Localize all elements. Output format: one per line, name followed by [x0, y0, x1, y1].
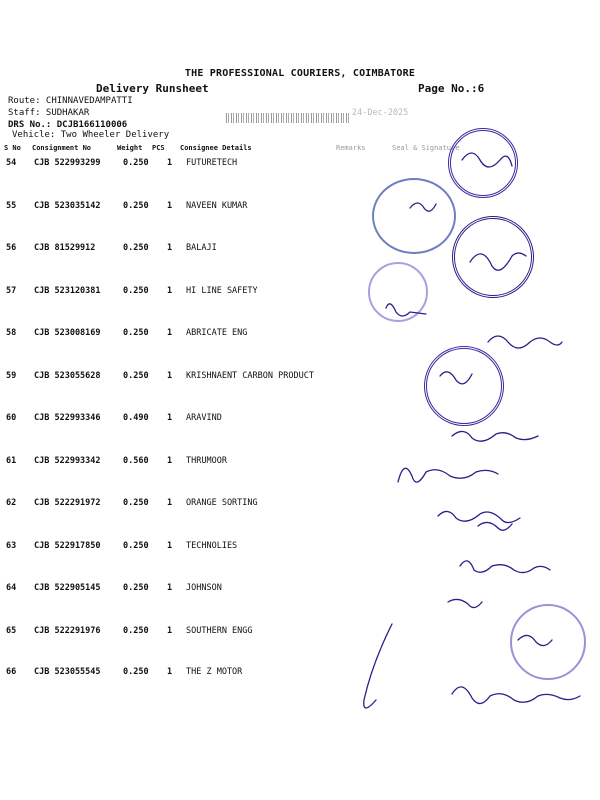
row-consignment: CJB 81529912: [34, 243, 96, 253]
barcode: [226, 113, 350, 123]
row-weight: 0.250: [123, 286, 149, 296]
row-consignee: THE Z MOTOR: [186, 667, 243, 677]
staff-label: Staff: SUDHAKAR: [8, 108, 90, 118]
row-consignee: BALAJI: [186, 243, 217, 253]
company-title: THE PROFESSIONAL COURIERS, COIMBATORE: [184, 68, 416, 79]
millennium-stamp: [452, 216, 534, 298]
table-row: [0, 456, 600, 472]
row-pcs: 1: [167, 158, 173, 168]
row-consignment: CJB 523120381: [34, 286, 101, 296]
row-pcs: 1: [167, 498, 173, 508]
col-pcs: PCS: [152, 144, 165, 152]
row-consignee: FUTURETECH: [186, 158, 238, 168]
page-number: Page No.:6: [418, 82, 485, 95]
row-sno: 66: [6, 667, 17, 677]
row-consignee: ORANGE SORTING: [186, 498, 258, 508]
table-row: [0, 667, 600, 683]
col-consignee: Consignee Details: [180, 144, 252, 152]
col-sno: S No: [4, 144, 21, 152]
table-row: [0, 328, 600, 344]
col-remarks: Remarks: [336, 144, 366, 152]
row-consignment: CJB 522291976: [34, 626, 101, 636]
row-weight: 0.250: [123, 371, 149, 381]
col-consignment: Consignment No: [32, 144, 92, 152]
row-weight: 0.250: [123, 243, 149, 253]
row-pcs: 1: [167, 413, 173, 423]
row-sno: 62: [6, 498, 17, 508]
row-weight: 0.560: [123, 456, 149, 466]
row-consignment: CJB 523055545: [34, 667, 101, 677]
row-pcs: 1: [167, 243, 173, 253]
row-consignee: JOHNSON: [186, 583, 222, 593]
row-consignee: HI LINE SAFETY: [186, 286, 258, 296]
table-row: [0, 201, 600, 217]
row-sno: 60: [6, 413, 17, 423]
row-sno: 59: [6, 371, 17, 381]
row-consignee: NAVEEN KUMAR: [186, 201, 248, 211]
col-weight: Weight: [117, 144, 143, 152]
row-consignment: CJB 522905145: [34, 583, 101, 593]
row-pcs: 1: [167, 371, 173, 381]
row-consignment: CJB 522993346: [34, 413, 101, 423]
row-sno: 64: [6, 583, 17, 593]
table-row: [0, 371, 600, 387]
row-sno: 56: [6, 243, 17, 253]
table-row: [0, 583, 600, 599]
row-sno: 58: [6, 328, 17, 338]
row-consignment: CJB 523035142: [34, 201, 101, 211]
row-consignee: SOUTHERN ENGG: [186, 626, 253, 636]
row-pcs: 1: [167, 286, 173, 296]
row-pcs: 1: [167, 667, 173, 677]
drs-number: DRS No.: DCJB166110006: [8, 120, 128, 130]
row-pcs: 1: [167, 626, 173, 636]
row-consignee: ABRICATE ENG: [186, 328, 248, 338]
hi-line-stamp: [368, 262, 428, 322]
row-consignee: ARAVIND: [186, 413, 222, 423]
table-row: [0, 413, 600, 429]
row-weight: 0.250: [123, 498, 149, 508]
row-sno: 54: [6, 158, 17, 168]
row-consignment: CJB 522993299: [34, 158, 101, 168]
krishnaent-stamp: [424, 346, 504, 426]
southern-engg-stamp: [510, 604, 586, 680]
gel-pumps-stamp: [372, 178, 456, 254]
row-sno: 57: [6, 286, 17, 296]
row-sno: 61: [6, 456, 17, 466]
row-pcs: 1: [167, 201, 173, 211]
row-consignee: TECHNOLIES: [186, 541, 238, 551]
row-sno: 63: [6, 541, 17, 551]
document-title: Delivery Runsheet: [96, 82, 209, 95]
vehicle-label: Vehicle: Two Wheeler Delivery: [12, 130, 170, 140]
row-pcs: 1: [167, 456, 173, 466]
row-weight: 0.250: [123, 667, 149, 677]
row-consignment: CJB 523055628: [34, 371, 101, 381]
col-seal-signature: Seal & Signature: [392, 144, 460, 152]
row-weight: 0.250: [123, 201, 149, 211]
row-pcs: 1: [167, 328, 173, 338]
futuretech-stamp: [448, 128, 518, 198]
row-consignment: CJB 522291972: [34, 498, 101, 508]
row-consignee: THRUMOOR: [186, 456, 227, 466]
table-row: [0, 498, 600, 514]
row-pcs: 1: [167, 583, 173, 593]
row-weight: 0.250: [123, 158, 149, 168]
runsheet-date: 24-Dec-2025: [352, 108, 409, 118]
row-sno: 55: [6, 201, 17, 211]
route-label: Route: CHINNAVEDAMPATTI: [8, 96, 133, 106]
row-weight: 0.250: [123, 541, 149, 551]
row-weight: 0.250: [123, 583, 149, 593]
row-weight: 0.490: [123, 413, 149, 423]
table-row: [0, 541, 600, 557]
row-pcs: 1: [167, 541, 173, 551]
row-consignment: CJB 522993342: [34, 456, 101, 466]
row-sno: 65: [6, 626, 17, 636]
row-weight: 0.250: [123, 626, 149, 636]
row-consignment: CJB 523008169: [34, 328, 101, 338]
row-weight: 0.250: [123, 328, 149, 338]
row-consignment: CJB 522917850: [34, 541, 101, 551]
row-consignee: KRISHNAENT CARBON PRODUCT: [186, 371, 314, 381]
